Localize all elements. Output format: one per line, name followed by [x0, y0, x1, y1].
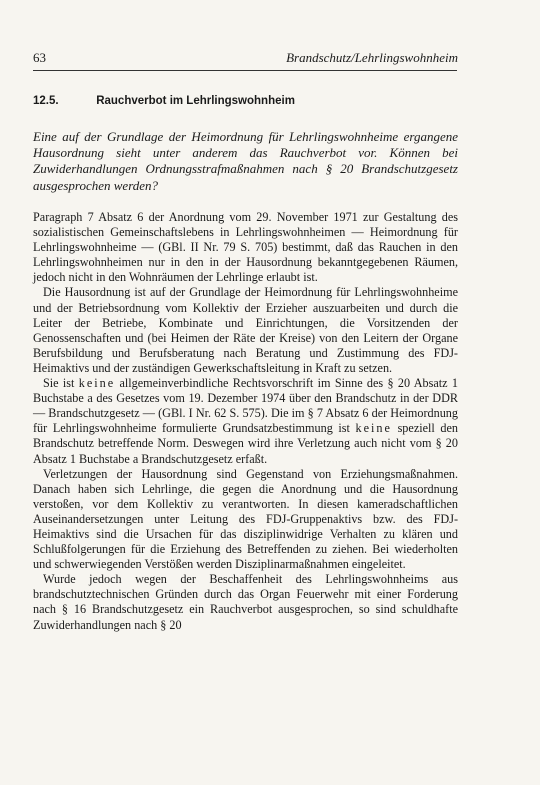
running-header [33, 50, 458, 66]
question-block [33, 129, 458, 194]
running-title: Brandschutz/Lehrlingswohnheim [286, 50, 458, 65]
answer-body [33, 210, 458, 633]
paragraph-3-part-c: speziell den Brandschutz betreffende Norm. Deswegen wird ihre Verletzung auch nicht vom § 20 Absatz 1 Buchstabe a Brandschutzgesetz erfaßt. [33, 421, 459, 466]
emphasis-keine-2: keine [355, 421, 392, 436]
paragraph-1: Paragraph 7 Absatz 6 der Anordnung vom 29. November 1971 zur Gestaltung des sozialistischen Gemeinschaftslebens in Lehrlingswohnheimen — Heimordnung für Lehrlingswohnheime — (GBl. II Nr. 79 S. 705) bestimmt, daß das Rauchen in den Lehrlingswohnheimen nur in den in der Hausordnung bekanntgegebenen Räumen, jedoch nicht in den Wohnräumen der Lehrlinge erlaubt ist. [33, 210, 458, 285]
section-heading [33, 95, 295, 107]
paragraph-3-part-a: Sie ist [43, 376, 79, 391]
paragraph-4: Verletzungen der Hausordnung sind Gegenstand von Erziehungsmaßnahmen. Danach haben sich Lehrlinge, die gegen die Anordnung und die Hausordnung verstoßen, vor dem Kollektiv zu verantworten. In diesen kameradschaftlichen Auseinandersetzungen unter Leitung des FDJ-Gruppenaktivs bzw. des FDJ-Heimaktivs sind die Ursachen für das disziplinwidrige Verhalten zu klären und Schlußfolgerungen für die Erziehung des Betreffenden zu ziehen. Bei wiederholten und schwerwiegenden Verstößen werden Disziplinarmaßnahmen eingeleitet. [33, 466, 458, 572]
paragraph-3 [33, 376, 458, 467]
section-title: Rauchverbot im Lehrlingswohnheim [96, 95, 295, 107]
emphasis-keine-1: keine [78, 376, 116, 391]
page-number: 63 [33, 50, 46, 65]
header-rule [33, 70, 457, 71]
paragraph-5: Wurde jedoch wegen der Beschaffenheit des Lehrlingswohnheims aus brandschutztechnischen Gründen durch das Organ Feuerwehr mit einer Forderung nach § 16 Brandschutzgesetz ein Rauchverbot ausgesprochen, so sind schuldhafte Zuwiderhandlungen nach § 20 [33, 572, 458, 632]
question-text: Eine auf der Grundlage der Heimordnung für Lehrlingswohnheime ergangene Hausordnung sieht unter anderem das Rauchverbot vor. Können bei Zuwiderhandlungen Ordnungsstrafmaßnahmen nach § 20 Brandschutzgesetz ausgesprochen werden? [33, 129, 458, 193]
paragraph-3-part-b: allgemeinverbindliche Rechtsvorschrift im Sinne des § 20 Absatz 1 Buchstabe a des Gesetzes vom 19. Dezember 1974 über den Brandschutz in der DDR — Brandschutzgesetz — (GBl. I Nr. 62 S. 575). Die im § 7 Absatz 6 der Heimordnung für Lehrlingswohnheime formulierte Grundsatzbestimmung ist [33, 376, 459, 436]
section-number: 12.5. [33, 95, 59, 107]
paragraph-2: Die Hausordnung ist auf der Grundlage der Heimordnung für Lehrlingswohnheime und der Betriebsordnung vom Kollektiv der Erzieher auszuarbeiten und durch die Leiter der Betriebe, Kombinate und Einrichtungen, die Vorsitzenden der Genossenschaften und (bei Heimen der Räte der Kreise) von den Leitern der Organe Berufsbildung und Berufsberatung nach Beratung und Zustimmung des FDJ-Heimaktivs und der zuständigen Gewerkschaftsleitung in Kraft zu setzen. [33, 285, 458, 375]
